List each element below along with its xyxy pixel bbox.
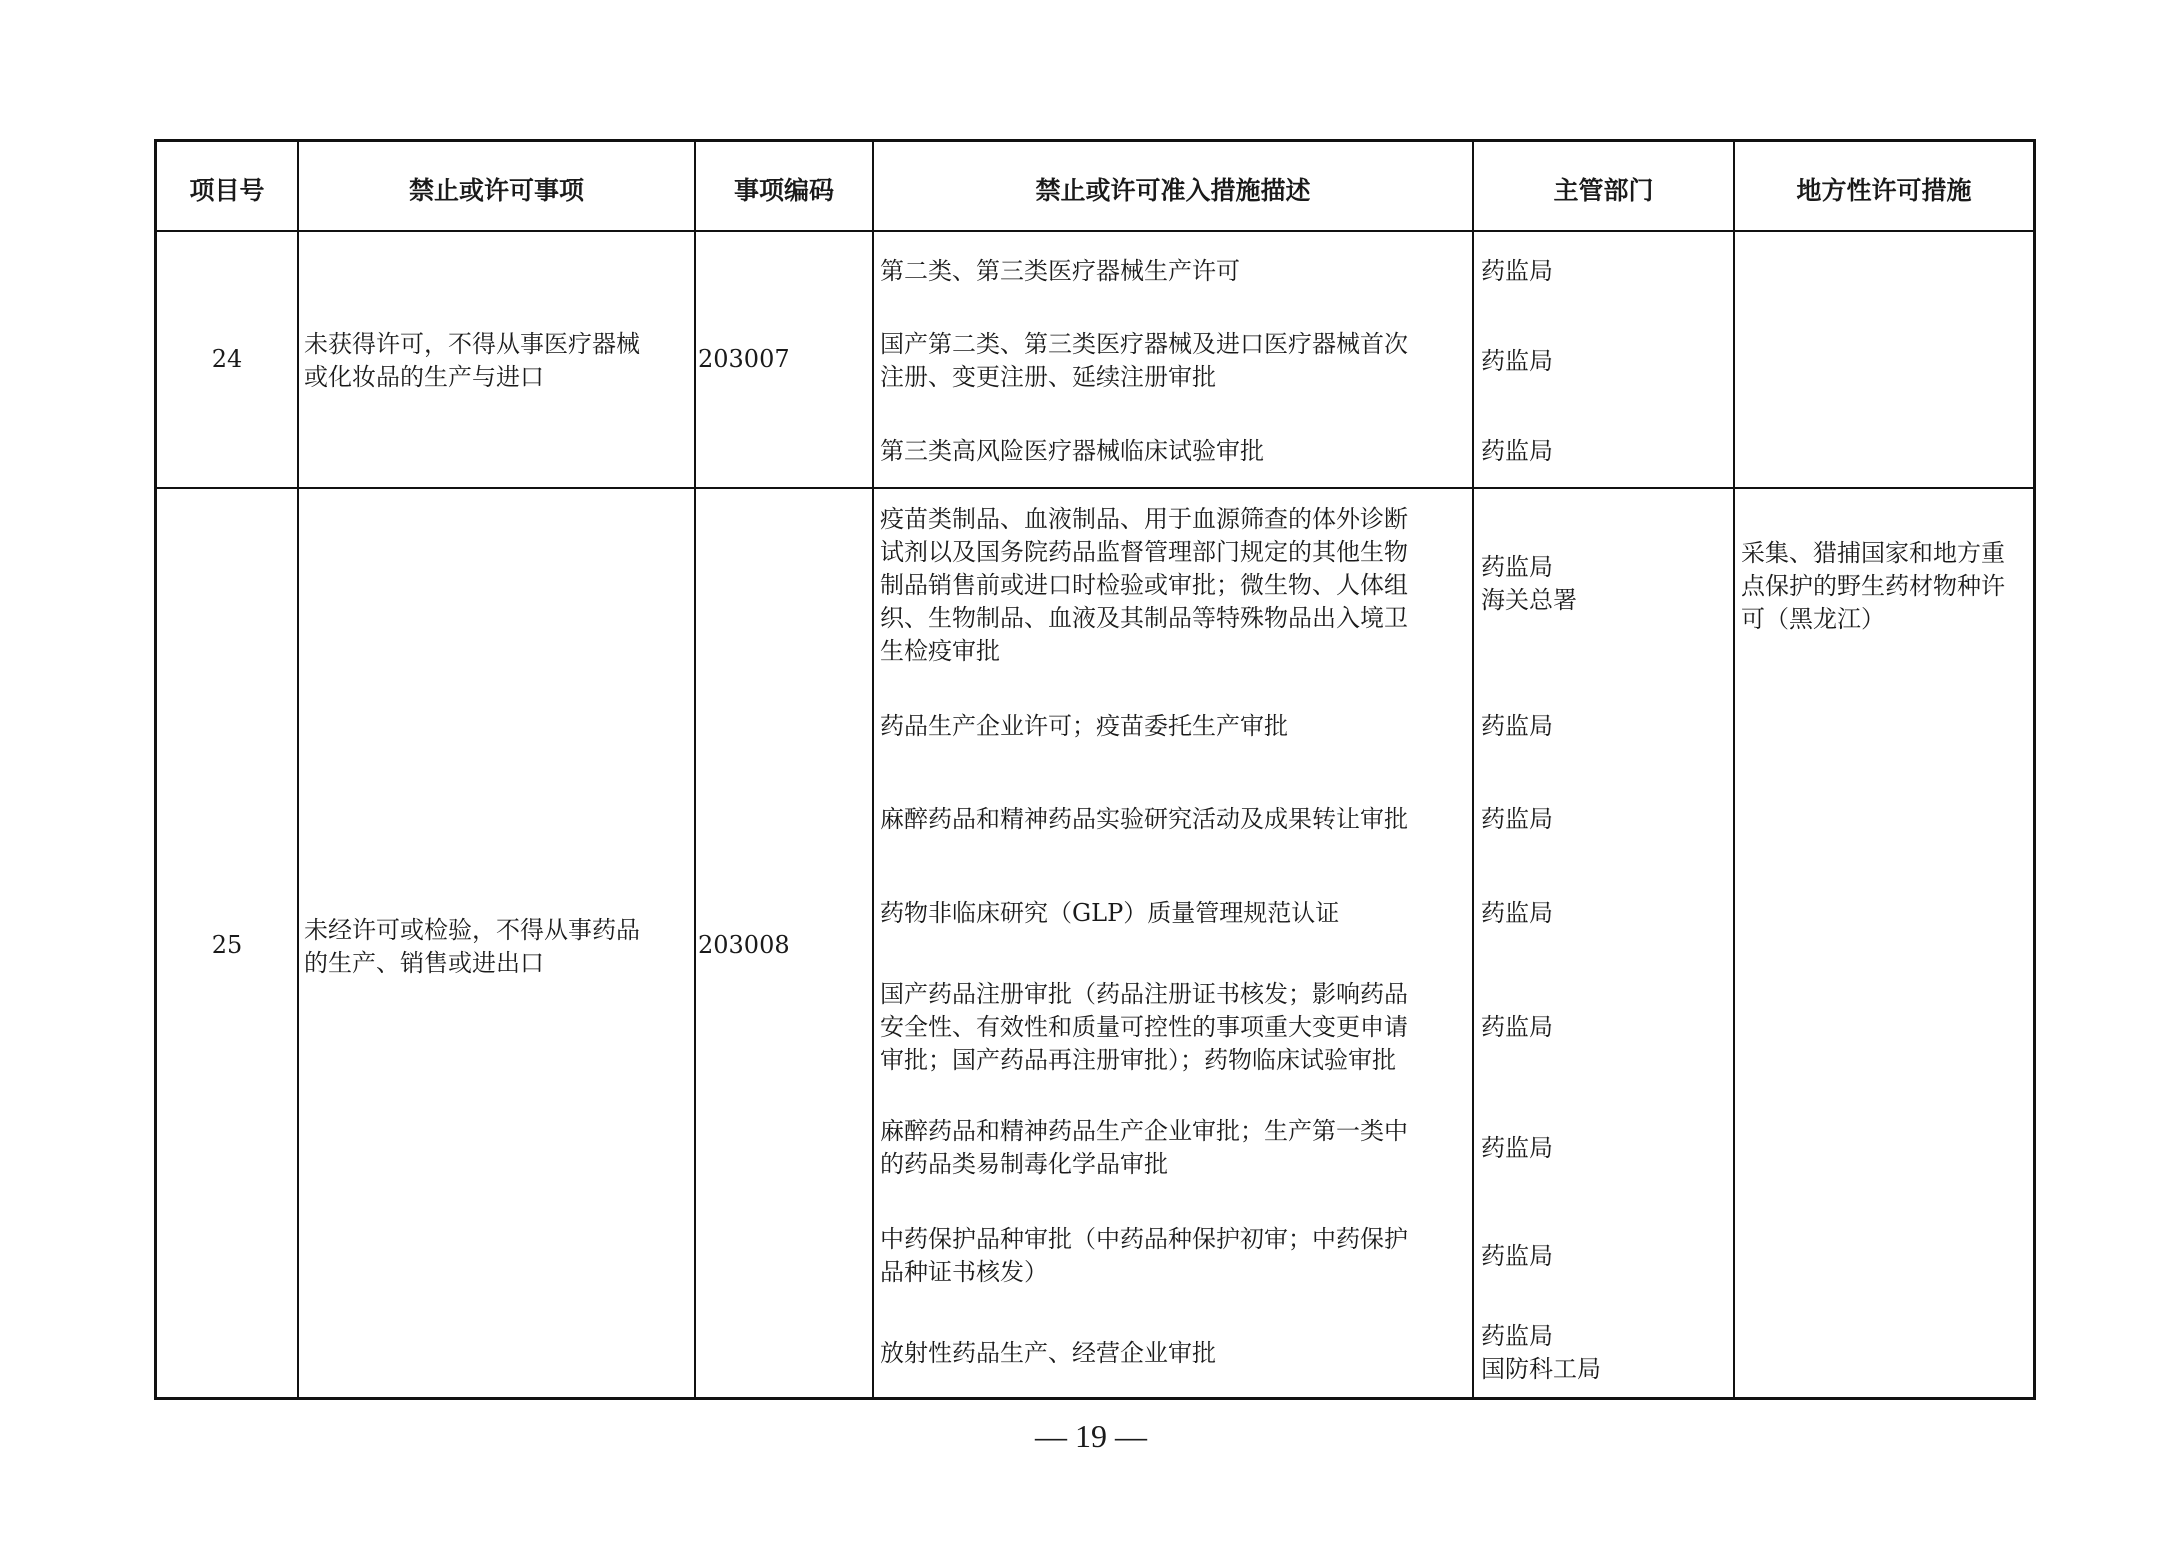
row-24-dept-1: 药监局: [1481, 257, 1553, 285]
column-divider: [1733, 140, 1735, 1399]
row-24-dept-3: 药监局: [1481, 437, 1553, 465]
row-25-measure-1: 疫苗类制品、血液制品、用于血源筛查的体外诊断 试剂以及国务院药品监督管理部门规定的其他生物 制品销售前或进口时检验或审批；微生物、人体组 织、生物制品、血液及其制品等特殊物品出入境卫 生检疫审批: [880, 505, 1408, 665]
column-divider: [297, 140, 299, 1399]
row-25-measure-6: 麻醉药品和精神药品生产企业审批；生产第一类中 的药品类易制毒化学品审批: [880, 1117, 1408, 1178]
row-24-measure-2: 国产第二类、第三类医疗器械及进口医疗器械首次 注册、变更注册、延续注册审批: [880, 330, 1408, 391]
row-25-dept-2: 药监局: [1481, 712, 1553, 740]
header-department: 主管部门: [1553, 176, 1654, 205]
row-25-measure-7: 中药保护品种审批（中药品种保护初审；中药保护 品种证书核发）: [880, 1225, 1408, 1286]
page-number: — 19 —: [1035, 1418, 1147, 1454]
header-project-number: 项目号: [189, 176, 265, 205]
row-25-code: 203008: [698, 931, 790, 959]
row-25-measure-2: 药品生产企业许可；疫苗委托生产审批: [880, 712, 1288, 740]
row-25-local-measure: 采集、猎捕国家和地方重 点保护的野生药材物种许 可（黑龙江）: [1741, 539, 2005, 633]
row-25-item: 未经许可或检验，不得从事药品 的生产、销售或进出口: [304, 916, 640, 977]
row-25-dept-5: 药监局: [1481, 1013, 1553, 1041]
row-25-measure-4: 药物非临床研究（GLP）质量管理规范认证: [880, 899, 1340, 927]
row-24-item: 未获得许可，不得从事医疗器械 或化妆品的生产与进口: [304, 330, 640, 391]
row-25-dept-6: 药监局: [1481, 1134, 1553, 1162]
row-25-measure-3: 麻醉药品和精神药品实验研究活动及成果转让审批: [880, 805, 1408, 833]
header-item-code: 事项编码: [733, 176, 834, 205]
row-25-dept-1: 药监局 海关总署: [1481, 553, 1577, 614]
row-24-dept-2: 药监局: [1481, 347, 1553, 375]
row-25-dept-8: 药监局 国防科工局: [1481, 1322, 1601, 1383]
row-25-measure-8: 放射性药品生产、经营企业审批: [880, 1339, 1216, 1367]
header-divider: [155, 230, 2035, 232]
column-divider: [1472, 140, 1474, 1399]
column-divider: [872, 140, 874, 1399]
column-divider: [694, 140, 696, 1399]
header-local-measure: 地方性许可措施: [1796, 176, 1972, 205]
row-25-number: 25: [211, 931, 243, 959]
row-divider: [155, 487, 2035, 489]
row-25-dept-3: 药监局: [1481, 805, 1553, 833]
row-24-measure-3: 第三类高风险医疗器械临床试验审批: [880, 437, 1264, 465]
row-24-number: 24: [211, 345, 243, 373]
row-25-dept-7: 药监局: [1481, 1242, 1553, 1270]
row-24-code: 203007: [698, 345, 790, 373]
header-prohibited-item: 禁止或许可事项: [408, 176, 584, 205]
row-25-measure-5: 国产药品注册审批（药品注册证书核发；影响药品 安全性、有效性和质量可控性的事项重大变更申请 审批；国产药品再注册审批）；药物临床试验审批: [880, 980, 1408, 1074]
header-measure-description: 禁止或许可准入措施描述: [1035, 176, 1311, 205]
row-25-dept-4: 药监局: [1481, 899, 1553, 927]
row-24-measure-1: 第二类、第三类医疗器械生产许可: [880, 257, 1240, 285]
